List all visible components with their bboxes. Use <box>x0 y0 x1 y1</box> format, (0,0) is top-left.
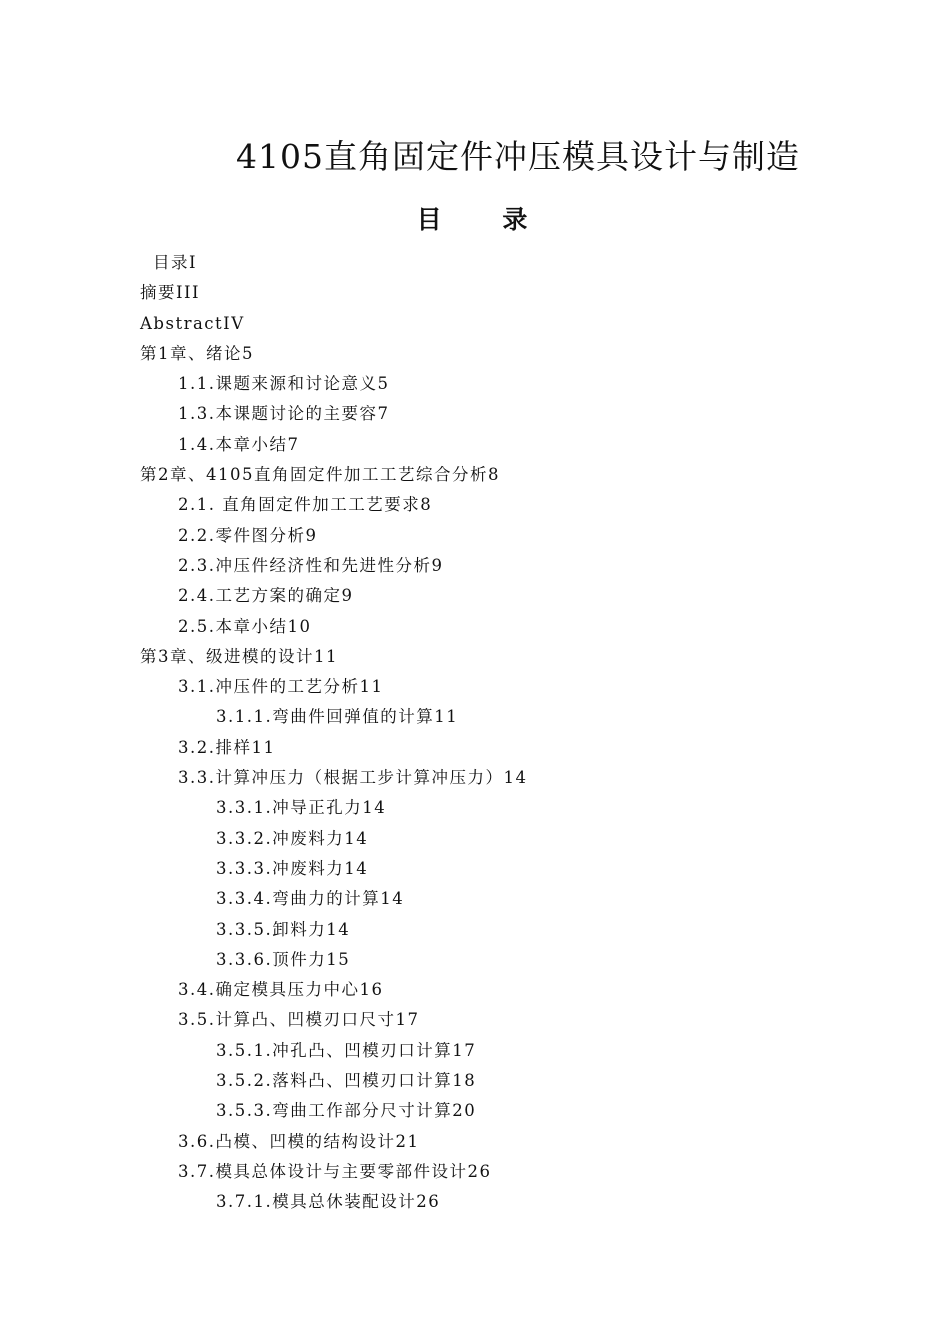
toc-entry[interactable]: 1.4.本章小结7 <box>178 434 300 454</box>
toc-entry[interactable]: 2.1. 直角固定件加工工艺要求8 <box>178 495 433 515</box>
toc-entry[interactable]: 2.3.冲压件经济性和先进性分析9 <box>178 555 444 575</box>
toc-entry[interactable]: 3.1.1.弯曲件回弹值的计算11 <box>216 707 459 727</box>
toc-entry[interactable]: 3.3.计算冲压力（根据工步计算冲压力）14 <box>178 768 528 788</box>
toc-entry[interactable]: 第1章、绪论5 <box>140 343 254 363</box>
toc-entry[interactable]: 3.3.3.冲废料力14 <box>216 858 369 878</box>
toc-entry[interactable]: 2.5.本章小结10 <box>178 616 312 636</box>
toc-entry[interactable]: 3.4.确定模具压力中心16 <box>178 980 384 1000</box>
toc-entry[interactable]: 第2章、4105直角固定件加工工艺综合分析8 <box>140 465 500 485</box>
toc-entry[interactable]: 3.1.冲压件的工艺分析11 <box>178 677 384 697</box>
toc-entry[interactable]: 3.5.2.落料凸、凹模刃口计算18 <box>216 1071 477 1091</box>
toc-entry[interactable]: 3.7.1.模具总休装配设计26 <box>216 1192 441 1212</box>
toc-entry[interactable]: 3.5.计算凸、凹模刃口尺寸17 <box>178 1010 420 1030</box>
toc-entry[interactable]: 3.3.1.冲导正孔力14 <box>216 798 387 818</box>
toc-entry[interactable]: 3.3.4.弯曲力的计算14 <box>216 889 405 909</box>
toc-entry[interactable]: 1.3.本课题讨论的主要容7 <box>178 404 390 424</box>
toc-entry[interactable]: 3.6.凸模、凹模的结构设计21 <box>178 1131 420 1151</box>
toc-entry[interactable]: 摘要III <box>140 283 201 303</box>
toc-entry[interactable]: 1.1.课题来源和讨论意义5 <box>178 374 390 394</box>
toc-entry[interactable]: 3.2.排样11 <box>178 737 276 757</box>
toc-entry[interactable]: 3.3.6.顶件力15 <box>216 949 351 969</box>
toc-entry[interactable]: 3.3.5.卸料力14 <box>216 919 351 939</box>
table-of-contents <box>140 248 527 1218</box>
toc-entry[interactable]: 3.5.1.冲孔凸、凹模刃口计算17 <box>216 1040 477 1060</box>
toc-entry[interactable]: 3.5.3.弯曲工作部分尺寸计算20 <box>216 1101 477 1121</box>
toc-entry[interactable]: 第3章、级进模的设计11 <box>140 646 338 666</box>
toc-entry[interactable]: 目录I <box>153 253 198 272</box>
toc-entry[interactable]: AbstractIV <box>140 313 245 333</box>
toc-heading: 目 录 <box>416 205 554 234</box>
toc-entry[interactable]: 2.2.零件图分析9 <box>178 525 318 545</box>
toc-entry[interactable]: 2.4.工艺方案的确定9 <box>178 586 354 606</box>
toc-entry[interactable]: 3.7.模具总体设计与主要零部件设计26 <box>178 1161 492 1181</box>
document-title: 4105直角固定件冲压模具设计与制造 <box>236 137 800 176</box>
toc-entry[interactable]: 3.3.2.冲废料力14 <box>216 828 369 848</box>
